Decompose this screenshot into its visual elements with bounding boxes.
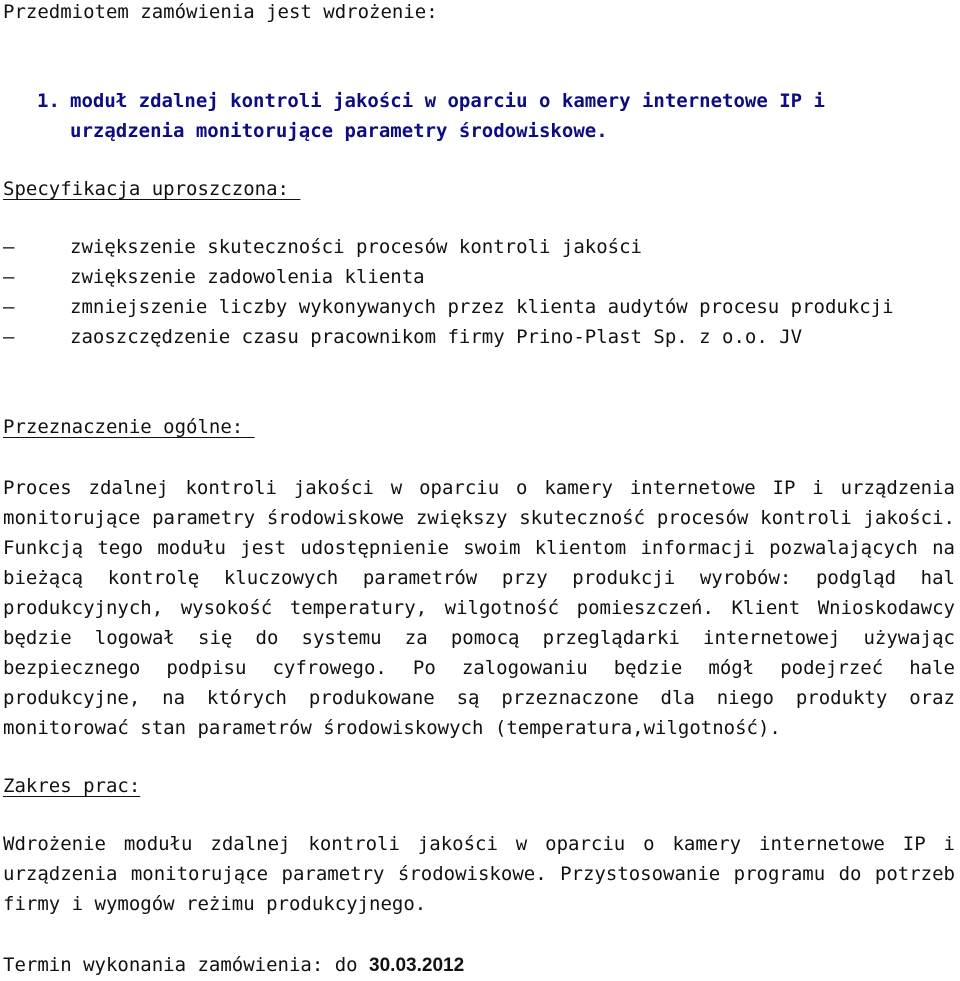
deadline-label: Termin wykonania zamówienia: do [3,954,370,976]
list-item-text: zaoszczędzenie czasu pracownikom firmy Prino-Plast Sp. z o.o. JV [70,326,803,348]
list-item [3,322,894,352]
scope-paragraph: Wdrożenie modułu zdalnej kontroli jakości w oparciu o kamery internetowe IP i urządzenia monitorujące parametry środowiskowe. Przystosowanie programu do potrzeb firmy i wymogów reżimu produkcyjnego. [3,833,955,915]
list-item [3,262,894,292]
scope-heading: Zakres prac: [3,775,141,797]
list-item-text: zwiększenie zadowolenia klienta [70,266,425,288]
list-item-text: zmniejszenie liczby wykonywanych przez klienta audytów procesu produkcji [70,296,894,318]
bullet-dash: – [3,296,15,318]
list-item-text: zwiększenie skuteczności procesów kontroli jakości [70,236,642,258]
numbered-list-item [37,86,917,146]
list-item [3,232,894,262]
list-number: 1. [37,90,60,112]
bullet-dash: – [3,266,15,288]
intro-text: Przedmiotem zamówienia jest wdrożenie: [3,1,438,23]
purpose-paragraph: Proces zdalnej kontroli jakości w oparciu o kamery internetowe IP i urządzenia monitorujące parametry środowiskowe zwiększy skuteczność procesów kontroli jakości. Funkcją tego modułu jest udostępnienie swoim klientom informacji pozwalających na bieżącą kontrolę kluczowych parametrów przy produkcji wyrobów: podgląd hal produkcyjnych, wysokość temperatury, wilgotność pomieszczeń. Klient Wnioskodawcy będzie logował się do systemu za pomocą przeglądarki internetowej używając bezpiecznego podpisu cyfrowego. Po zalogowaniu będzie mógł podejrzeć hale produkcyjne, na których produkowane są przeznaczone dla niego produkty oraz monitorować stan parametrów środowiskowych (temperatura,wilgotność). [3,477,955,739]
deadline-date: 30.03.2012 [369,955,465,976]
spec-list [3,232,894,352]
deadline-line [3,950,464,981]
list-item-text: moduł zdalnej kontroli jakości w oparciu o kamery internetowe IP i urządzenia monitorujące parametry środowiskowe. [70,90,825,142]
purpose-heading: Przeznaczenie ogólne: [3,416,255,438]
spec-heading: Specyfikacja uproszczona: [3,178,301,200]
bullet-dash: – [3,326,15,348]
list-item [3,292,894,322]
bullet-dash: – [3,236,15,258]
